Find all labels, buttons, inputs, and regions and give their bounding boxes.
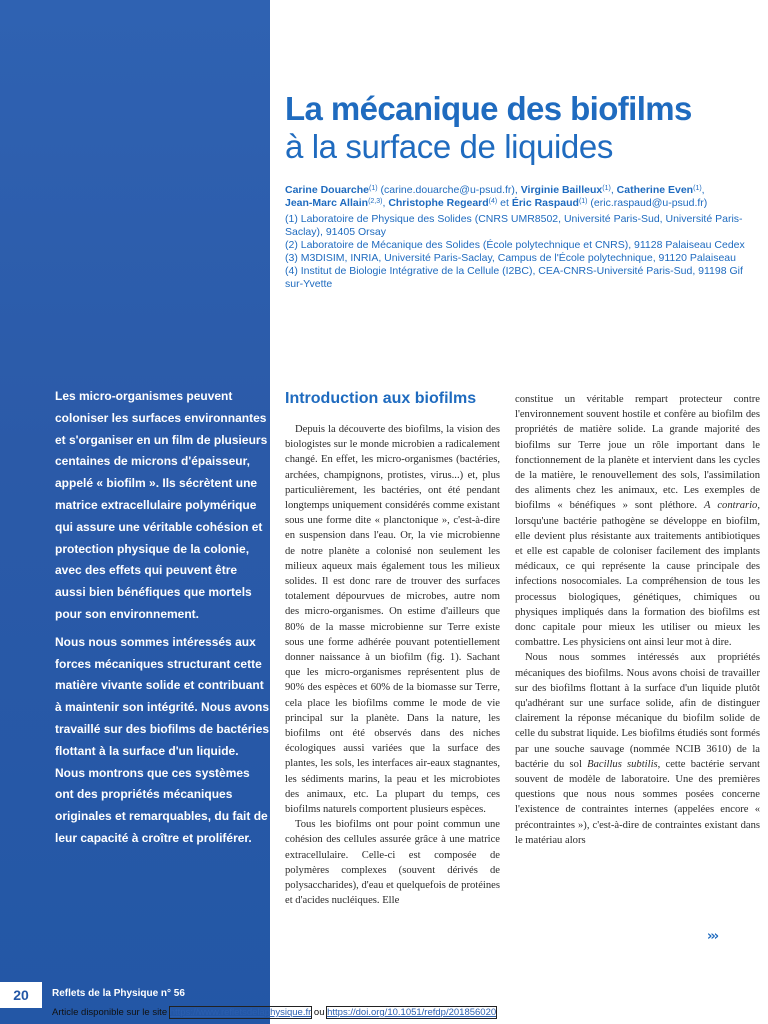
website-link[interactable]: https://www.refletsdelaphysique.fr xyxy=(169,1007,312,1018)
affiliation-3: (3) M3DISIM, INRIA, Université Paris-Saclay, Campus de l'École polytechnique, 91120 Palaiseau xyxy=(285,252,736,264)
author-email[interactable]: (carine.douarche@u-psud.fr), xyxy=(377,184,521,196)
author-email[interactable]: (eric.raspaud@u-psud.fr) xyxy=(587,197,708,209)
doi-link[interactable]: https://doi.org/10.1051/refdp/201856020 xyxy=(327,1007,497,1018)
author-affiliation-mark: (1) xyxy=(602,185,611,192)
availability-text: ou xyxy=(311,1007,328,1018)
italic-text: Bacillus subtilis xyxy=(587,758,658,770)
sidebar-panel xyxy=(0,0,270,1024)
separator: , xyxy=(610,184,617,196)
separator: , xyxy=(701,184,705,196)
author-affiliation-mark: (4) xyxy=(488,198,498,205)
body-text: , lorsqu'une bactérie pathogène se développe en biofilm, elle devient plus résistante aux traitements antibiotiques et elle est capable de coloniser facilement des implants médicaux, ce qui représente la cause principale des infections nosocomiales. La compréhension de tous les processus biologiques, génétiques, chimiques ou physiques impliqués dans la formation des biofilms est donc capitale pour mieux les utiliser ou mieux les combattre. Les physiciens ont ainsi leur mot à dire. xyxy=(515,500,761,649)
title-main: La mécanique des biofilms xyxy=(285,90,692,127)
body-column-right xyxy=(515,392,760,848)
body-text: Nous nous sommes intéressés aux propriétés mécaniques des biofilms. Nous avons choisi de travailler sur des biofilms flottant à la surface d'un liquide plutôt qu'adhérant sur une surface solide, afin de distinguer clairement la réponse mécanique du biofilm solide de celle du substrat liquide. Les biofilms étudiés sont formés par une souche sauvage (nommée NCIB 3610) de la bactérie du sol xyxy=(515,652,760,770)
author-list xyxy=(285,184,761,210)
author-name: Christophe Regeard xyxy=(388,197,489,209)
separator: et xyxy=(497,197,512,209)
page-number: 20 xyxy=(0,982,42,1008)
affiliation-4: (4) Institut de Biologie Intégrative de la Cellule (I2BC), CEA-CNRS-Université Paris-Sud, 91198 Gif sur-Yvette xyxy=(285,265,743,290)
italic-text: A contrario xyxy=(704,500,758,512)
affiliation-2: (2) Laboratoire de Mécanique des Solides (École polytechnique et CNRS), 91128 Palaiseau Cedex xyxy=(285,239,745,251)
author-affiliation-mark: (2,3) xyxy=(368,198,383,205)
author-affiliation-mark: (1) xyxy=(693,185,702,192)
author-name: Carine Douarche xyxy=(285,184,370,196)
section-heading: Introduction aux biofilms xyxy=(285,390,477,407)
author-name: Catherine Even xyxy=(616,184,694,196)
body-paragraph xyxy=(515,392,760,650)
body-text: , cette bactérie servant souvent de modèle de laboratoire. Une des premières questions que nous nous sommes posées concerne l'existence de contraintes internes (appelées encore « précontraintes »), c'est-à-dire de contraintes existant dans le matériau alors xyxy=(515,758,761,846)
author-name: Virginie Bailleux xyxy=(520,184,603,196)
body-paragraph: Tous les biofilms ont pour point commun une cohésion des cellules assurée grâce à une matrice extracellulaire. Celle-ci est composée de polymères complexes (souvent dérivés de polysaccharides), d'eau et quelquefois de protéines et d'acides nucléiques. Elle xyxy=(285,819,500,907)
authors-block xyxy=(285,184,761,291)
abstract xyxy=(55,386,270,850)
body-column-left xyxy=(285,422,500,909)
author-name: Éric Raspaud xyxy=(511,197,579,209)
author-affiliation-mark: (1) xyxy=(369,185,378,192)
availability-note xyxy=(52,1007,496,1018)
abstract-paragraph-1: Les micro-organismes peuvent coloniser les surfaces environnantes et s'organiser en un film de plusieurs centaines de microns d'épaisseur, appelé « biofilm ». Ils sécrètent une matrice extracellulaire polymérique qui assure une véritable cohésion et protection physique de la colonie, avec des effets qui peuvent être aussi bien bénéfiques que mortels pour son environnement. xyxy=(55,389,268,621)
author-affiliation-mark: (1) xyxy=(578,198,588,205)
affiliations xyxy=(285,213,761,291)
affiliation-1: (1) Laboratoire de Physique des Solides (CNRS UMR8502, Université Paris-Sud, Université Paris-Saclay), 91405 Orsay xyxy=(285,213,743,238)
body-paragraph xyxy=(515,650,760,848)
continue-arrows-icon: ››› xyxy=(707,929,718,944)
separator: , xyxy=(382,197,389,209)
availability-text: Article disponible sur le site xyxy=(52,1007,170,1018)
title-subtitle: à la surface de liquides xyxy=(285,128,613,165)
article-title xyxy=(285,90,755,166)
body-text: constitue un véritable rempart protecteur contre l'environnement souvent hostile et confère au biofilm des propriétés de matière solide. La grande majorité des biofilms sur Terre joue un rôle important dans le fonctionnement de la planète et intervient dans les cycles de la matière, le renouvellement des sols, l'assimilation des aliments chez les animaux, etc. Les exemples de biofilms « bénéfiques » sont pléthore. xyxy=(515,394,760,512)
journal-name: Reflets de la Physique n° 56 xyxy=(52,988,185,999)
author-name: Jean-Marc Allain xyxy=(285,197,369,209)
abstract-paragraph-2: Nous nous sommes intéressés aux forces mécaniques structurant cette matière vivante solide et contribuant à maintenir son intégrité. Nous avons travaillé sur des biofilms de bactéries flottant à la surface d'un liquide. Nous montrons que ces systèmes ont des propriétés mécaniques originales et remarquables, du fait de leur capacité à croître et proliférer. xyxy=(55,634,270,845)
body-paragraph: Depuis la découverte des biofilms, la vision des biologistes sur le monde microbien a radicalement changé. En effet, les micro-organismes (bactéries, archées, champignons, protistes, virus...) et, plus particulièrement, les bactéries, ont été pendant longtemps uniquement considérés comme existant sous une forme dite « planctonique », c'est-à-dire en suspension dans l'eau. Or, la vie microbienne de notre planète a colonisé non seulement les milieux aqueux mais également tous les milieux solides. Il est donc rare de trouver des surfaces totalement dépourvues de microbes, autre nom des micro-organismes. On estime d'ailleurs que 80% de la masse microbienne sur Terre existe sous une forme adhérée pouvant potentiellement donner naissance à un biofilm (fig. 1). Sachant que les micro-organismes représentent plus de 90% des espèces et 60% de la biomasse sur Terre, cela place les biofilms comme le mode de vie principal sur la planète. Dans la nature, les biofilms ont été observés dans des niches écologiques aussi variées que la surface des plantes, les sols, les interfaces air-eaux stagnantes, les sédiments marins, la peau et les microbiotes des animaux, etc. La plupart du temps, ces biofilms naturels comportent plusieurs espèces. xyxy=(285,424,500,816)
